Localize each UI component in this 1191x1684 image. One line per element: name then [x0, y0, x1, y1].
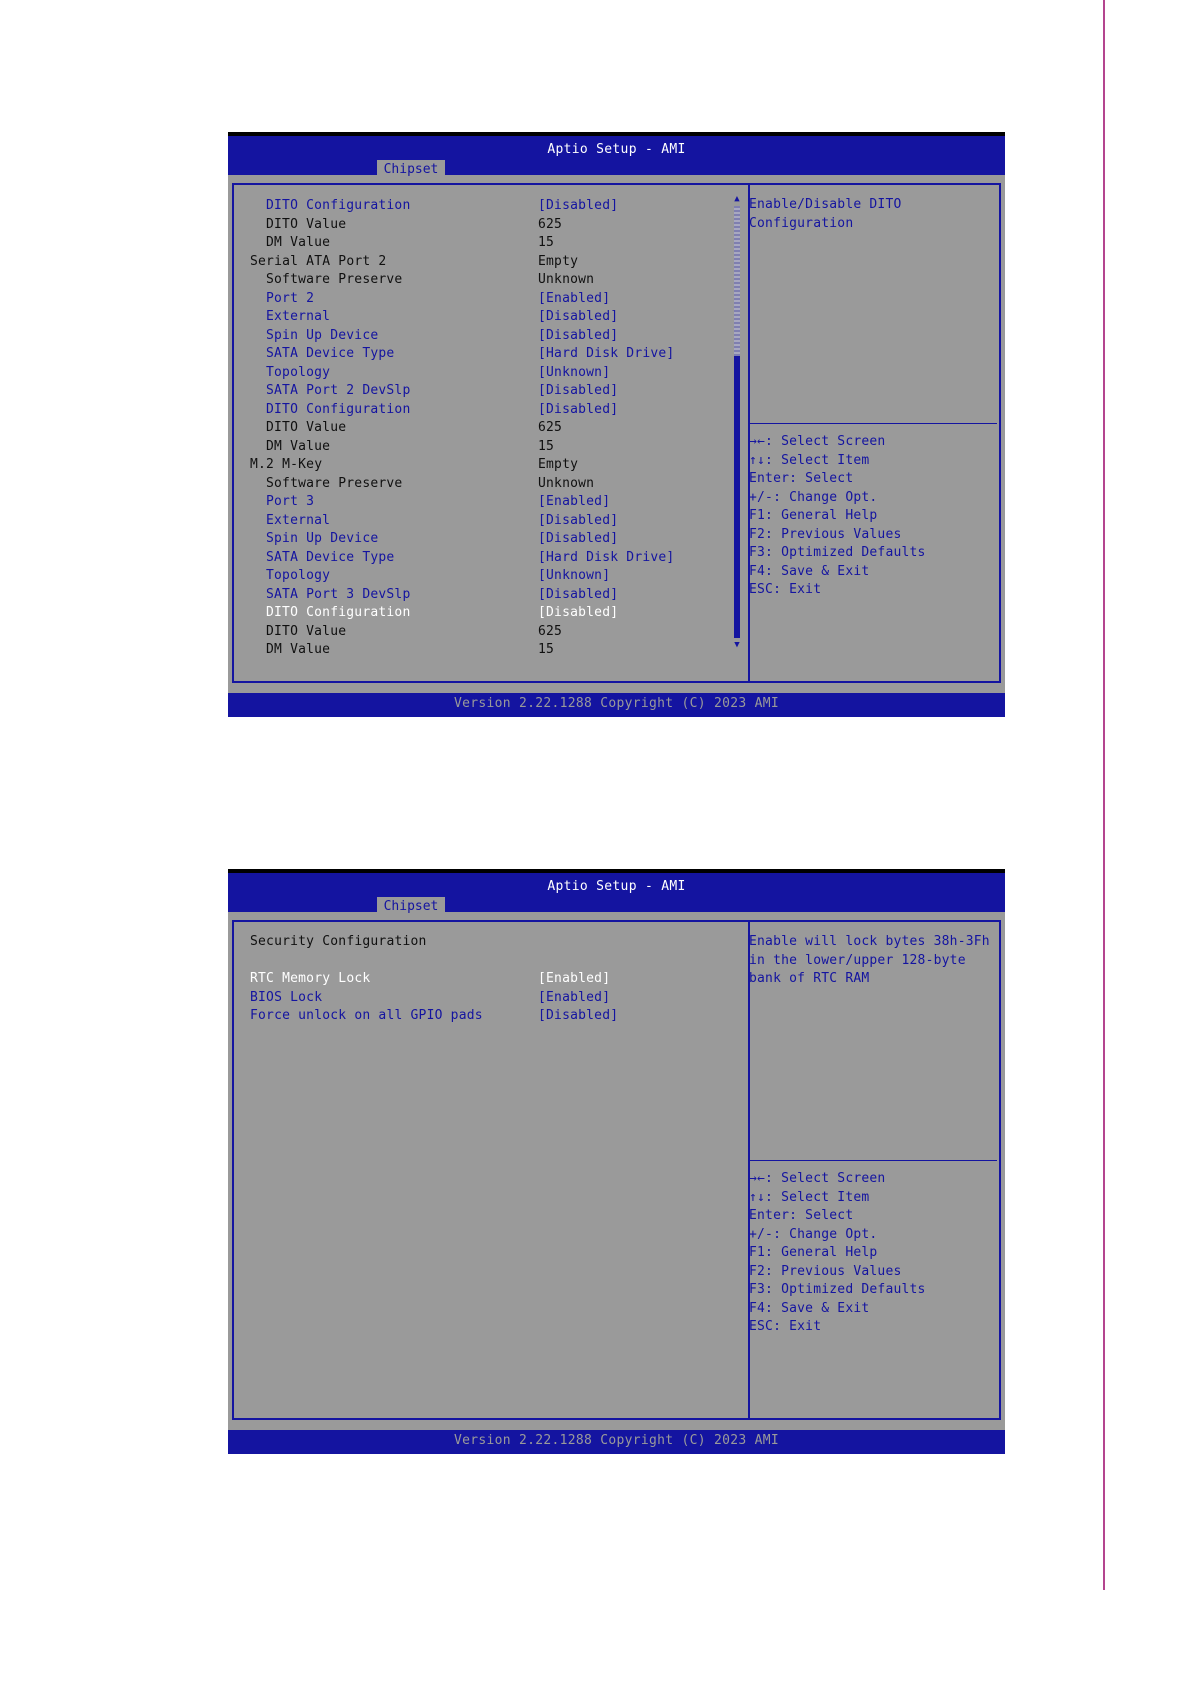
setting-value-dito-value: 625: [538, 216, 563, 232]
setting-label-dito-configuration-selected[interactable]: DITO Configuration: [266, 605, 411, 620]
setting-label-dito-value: DITO Value: [266, 216, 347, 232]
key-help-item: Enter: Select: [749, 471, 854, 486]
setting-label-software-preserve: Software Preserve: [266, 272, 403, 287]
setting-value-port-2[interactable]: [Enabled]: [538, 290, 611, 306]
key-help-list: [749, 433, 926, 600]
setting-value-topology[interactable]: [Unknown]: [538, 364, 611, 380]
key-help-item: ESC: Exit: [749, 1319, 822, 1334]
key-help-item: +/-: Change Opt.: [749, 1226, 878, 1242]
key-help-item: →←: Select Screen: [749, 434, 886, 449]
setting-value-dito-value: 625: [538, 420, 563, 435]
setting-value-dito-configuration[interactable]: [Disabled]: [538, 401, 619, 417]
setting-label-dito-configuration[interactable]: DITO Configuration: [266, 198, 411, 213]
help-divider: [749, 423, 997, 424]
setting-value-dm-value: 15: [538, 642, 555, 657]
setting-value-sata-port-2-devslp[interactable]: [Disabled]: [538, 383, 619, 398]
setting-value-dm-value: 15: [538, 438, 555, 454]
setting-value-bios-lock[interactable]: [Enabled]: [538, 989, 611, 1005]
setting-label-port-2[interactable]: Port 2: [266, 290, 315, 306]
setting-label-m2-m-key: M.2 M-Key: [250, 457, 323, 472]
title-bar: [228, 132, 1005, 175]
key-help-item: F4: Save & Exit: [749, 1300, 870, 1316]
help-text: Enable will lock bytes 38h-3Fh in the lower/upper 128-byte bank of RTC RAM: [749, 934, 990, 986]
setting-label-topology[interactable]: Topology: [266, 364, 331, 380]
setting-label-dito-configuration[interactable]: DITO Configuration: [266, 401, 411, 417]
setting-value-dito-configuration-selected[interactable]: [Disabled]: [538, 605, 619, 620]
key-help-list: [749, 1170, 926, 1337]
key-help-item: Enter: Select: [749, 1208, 854, 1223]
key-help-item: F2: Previous Values: [749, 1263, 902, 1279]
scroll-down-arrow-icon[interactable]: ▼: [734, 640, 740, 650]
setting-label-software-preserve: Software Preserve: [266, 475, 403, 491]
scroll-up-arrow-icon[interactable]: ▲: [734, 194, 740, 204]
setting-label-external[interactable]: External: [266, 512, 331, 528]
setting-value-rtc-memory-lock[interactable]: [Enabled]: [538, 971, 611, 986]
scrollbar-track[interactable]: [734, 206, 740, 356]
key-help-item: ESC: Exit: [749, 582, 822, 597]
setting-label-dm-value: DM Value: [266, 235, 331, 250]
title-bar: [228, 869, 1005, 912]
key-help-item: +/-: Change Opt.: [749, 489, 878, 505]
tab-chipset[interactable]: Chipset: [377, 897, 445, 916]
setting-label-bios-lock[interactable]: BIOS Lock: [250, 989, 323, 1005]
setting-value-topology[interactable]: [Unknown]: [538, 568, 611, 583]
app-title: Aptio Setup - AMI: [547, 879, 686, 894]
key-help-item: ↑↓: Select Item: [749, 452, 870, 468]
setting-label-dito-value: DITO Value: [266, 623, 347, 639]
app-title: Aptio Setup - AMI: [547, 142, 686, 157]
key-help-item: F1: General Help: [749, 1245, 878, 1260]
setting-value-dito-configuration[interactable]: [Disabled]: [538, 198, 619, 213]
setting-value-dm-value: 15: [538, 235, 555, 250]
help-divider: [749, 1160, 997, 1161]
version-footer: Version 2.22.1288 Copyright (C) 2023 AMI: [228, 1430, 1005, 1454]
setting-value-sata-device-type[interactable]: [Hard Disk Drive]: [538, 549, 675, 565]
setting-value-dito-value: 625: [538, 623, 563, 639]
setting-value-spin-up-device[interactable]: [Disabled]: [538, 327, 619, 343]
setting-label-rtc-memory-lock[interactable]: RTC Memory Lock: [250, 971, 371, 986]
page-margin-rule: [1103, 0, 1105, 1590]
section-title: Security Configuration: [250, 934, 427, 949]
setting-label-force-unlock-gpio[interactable]: Force unlock on all GPIO pads: [250, 1008, 483, 1023]
setting-value-spin-up-device[interactable]: [Disabled]: [538, 531, 619, 546]
setting-label-sata-port-2-devslp[interactable]: SATA Port 2 DevSlp: [266, 383, 411, 398]
setting-label-port-3[interactable]: Port 3: [266, 494, 315, 509]
key-help-item: →←: Select Screen: [749, 1171, 886, 1186]
setting-value-software-preserve: Unknown: [538, 475, 595, 491]
key-help-item: F1: General Help: [749, 508, 878, 523]
setting-label-sata-device-type[interactable]: SATA Device Type: [266, 346, 395, 361]
scrollbar-thumb[interactable]: [734, 356, 740, 638]
key-help-item: ↑↓: Select Item: [749, 1189, 870, 1205]
key-help-item: F4: Save & Exit: [749, 563, 870, 579]
key-help-item: F3: Optimized Defaults: [749, 1282, 926, 1297]
setting-value-software-preserve: Unknown: [538, 272, 595, 287]
setting-value-sata-port-3-devslp[interactable]: [Disabled]: [538, 586, 619, 602]
setting-value-sata-device-type[interactable]: [Hard Disk Drive]: [538, 346, 675, 361]
setting-value-external[interactable]: [Disabled]: [538, 512, 619, 528]
setting-value-port-3[interactable]: [Enabled]: [538, 494, 611, 509]
bios-screen-security: [228, 869, 1005, 1454]
setting-label-spin-up-device[interactable]: Spin Up Device: [266, 327, 379, 343]
setting-value-m2-m-key: Empty: [538, 457, 579, 472]
setting-label-topology[interactable]: Topology: [266, 568, 331, 583]
setting-label-sata-device-type[interactable]: SATA Device Type: [266, 549, 395, 565]
help-text: Enable/Disable DITO Configuration: [749, 197, 902, 231]
setting-value-external[interactable]: [Disabled]: [538, 309, 619, 324]
key-help-item: F2: Previous Values: [749, 526, 902, 542]
setting-label-spin-up-device[interactable]: Spin Up Device: [266, 531, 379, 546]
key-help-item: F3: Optimized Defaults: [749, 545, 926, 560]
setting-label-dito-value: DITO Value: [266, 420, 347, 435]
bios-screen-sata: [228, 132, 1005, 717]
setting-label-dm-value: DM Value: [266, 642, 331, 657]
setting-label-external[interactable]: External: [266, 309, 331, 324]
setting-value-serial-ata-port-2: Empty: [538, 253, 579, 269]
setting-label-sata-port-3-devslp[interactable]: SATA Port 3 DevSlp: [266, 586, 411, 602]
setting-label-serial-ata-port-2: Serial ATA Port 2: [250, 253, 387, 269]
setting-label-dm-value: DM Value: [266, 438, 331, 454]
tab-chipset[interactable]: Chipset: [377, 160, 445, 179]
setting-value-force-unlock-gpio[interactable]: [Disabled]: [538, 1008, 619, 1023]
version-footer: Version 2.22.1288 Copyright (C) 2023 AMI: [228, 693, 1005, 717]
